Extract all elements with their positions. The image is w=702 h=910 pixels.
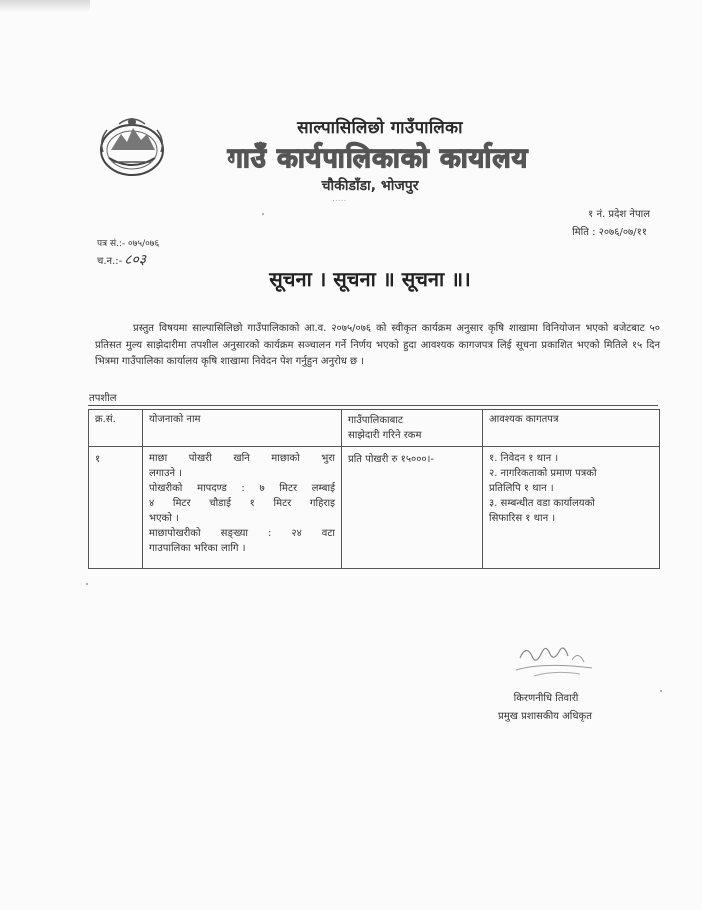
cell-yojana (143, 447, 342, 569)
faint-stamp-mark: ..... (332, 194, 347, 204)
header-yojana: योजनाको नाम (143, 410, 342, 447)
details-table (88, 409, 660, 569)
scan-speck (262, 213, 264, 215)
document-item: २. नागरिकताको प्रमाण पत्रको (489, 468, 597, 479)
document-item: सिफारिस १ थान । (489, 513, 556, 524)
notice-body: प्रस्तुत विषयमा साल्पासिलिछो गाउँपालिकाको आ.व. २०७५/०७६ को स्वीकृत कार्यक्रम अनुसार कृषि शाखामा विनियोजन भएको बजेटबाट ५० प्रतिसत मुल्य साझेदारीमा तपशील अनुसारको कार्यक्रम सञ्चालन गर्ने निर्णय भएको हुदा आवश्यक कागजपत्र लिई सूचना प्रकाशित भएको मितिले १५ दिन भित्रमा गाउँपालिका कार्यालय कृषि शाखामा निवेदन पेश गर्नुहुन अनुरोध छ । (95, 323, 660, 367)
office-title: गाउँ कार्यपालिकाको कार्यालय (227, 143, 529, 174)
scan-speck (660, 690, 662, 692)
handwritten-signature (514, 640, 594, 682)
scan-speck (86, 583, 88, 585)
yojana-line: लगाउने । (149, 468, 182, 479)
yojana-line: पोखरीको मापदण्ड : ७ मिटर लम्बाई (149, 483, 335, 494)
cell-sn: १ (89, 447, 143, 569)
header-sn: क्र.सं. (89, 410, 143, 447)
province-line: १ नं. प्रदेश नेपाल (588, 209, 650, 220)
signatory-designation: प्रमुख प्रशासकीय अधिकृत (498, 711, 592, 722)
table-header-row (89, 410, 660, 447)
yojana-line: माछा पोखरी खनि माछाको भुरा (149, 453, 335, 464)
details-label: तपशील (89, 393, 117, 404)
header-amount-line2: साझेदारी गरिने रकम (348, 430, 422, 441)
yojana-line: गाउपालिका भरिका लागि । (149, 543, 246, 554)
document-item: १. निवेदन १ थान । (489, 453, 559, 464)
notice-title: सूचना । सूचना ॥ सूचना ॥। (269, 267, 471, 291)
date-line: मिति : २०७६/०७/११ (572, 227, 647, 238)
yojana-line: माछापोखरीको सङ्ख्या : २४ वटा (149, 528, 335, 539)
letter-number: पत्र सं.:- ०७५/०७६ (97, 239, 160, 249)
signatory-name: किरणनीधि तिवारी (513, 693, 579, 704)
yojana-line: भएको । (149, 513, 179, 524)
org-name: साल्पासिलिछो गाउँपालिका (297, 118, 463, 138)
office-address: चौकीडाँडा, भोजपुर (321, 178, 419, 194)
document-item: प्रतिलिपि १ थान । (489, 483, 554, 494)
scan-edge-shadow (0, 0, 90, 12)
header-amount (342, 410, 483, 447)
table-row (89, 447, 660, 569)
document-item: ३. सम्बन्धीत वडा कार्यालयको (489, 498, 595, 509)
dispatch-value: ८०३ (124, 252, 147, 268)
dispatch-label: च.न.:- (97, 256, 123, 267)
cell-amount: प्रति पोखरी रु १५०००।- (342, 447, 483, 569)
cell-documents (483, 447, 660, 569)
yojana-line: ४ मिटर चौडाई १ मिटर गहिराइ (149, 498, 335, 509)
dispatch-number (97, 250, 146, 269)
details-underline (88, 405, 658, 406)
header-documents: आवश्यक कागतपत्र (483, 410, 660, 447)
nepal-government-emblem-icon (97, 116, 167, 178)
header-amount-line1: गाउँपालिकाबाट (348, 415, 403, 426)
